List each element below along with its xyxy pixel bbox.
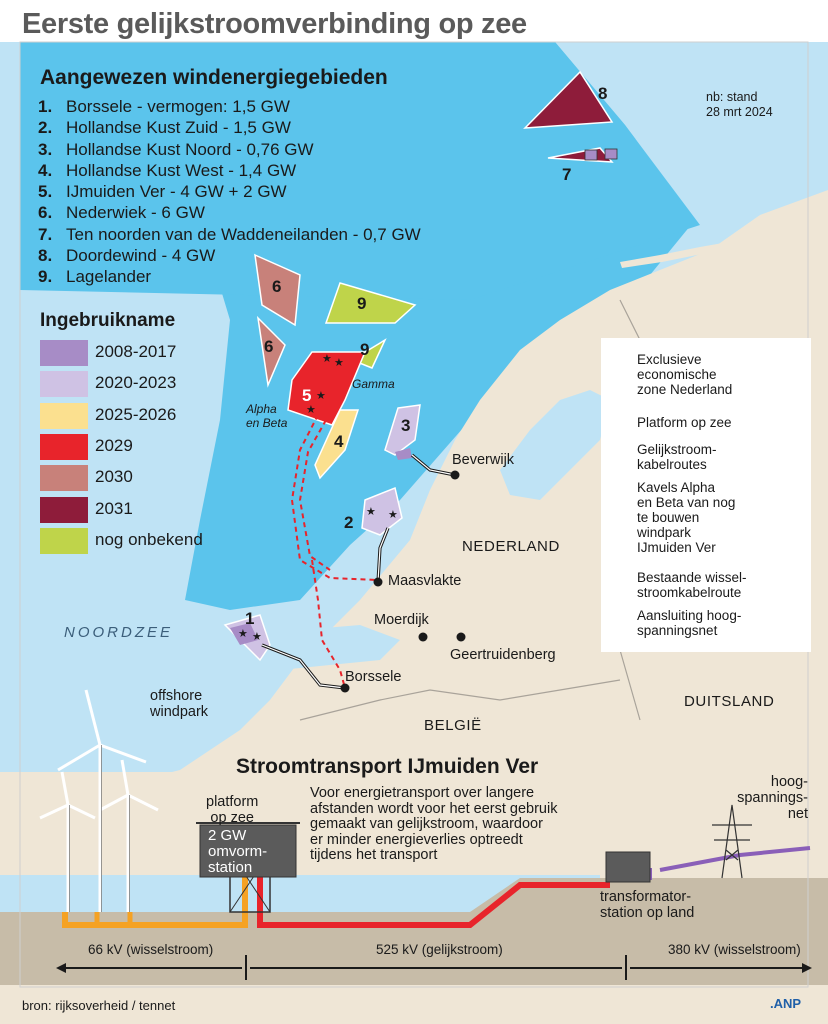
country-netherlands: NEDERLAND <box>462 538 560 555</box>
transport-heading: Stroomtransport IJmuiden Ver <box>236 755 539 778</box>
area-item <box>38 160 421 181</box>
svg-text:★: ★ <box>334 356 344 369</box>
label-converter-station: 2 GW omvorm- station <box>208 827 268 876</box>
legend-label: 2029 <box>95 435 133 455</box>
legend-label: 2031 <box>95 498 133 518</box>
date-note-line1: nb: stand <box>706 90 758 104</box>
zone-label-1: 1 <box>245 609 255 628</box>
area-item <box>38 202 421 223</box>
area-item-number: 7. <box>38 224 53 244</box>
legend-label: 2008-2017 <box>95 342 177 361</box>
area-item-number: 3. <box>38 139 53 159</box>
area-item-number: 6. <box>38 203 53 223</box>
areas-heading: Aangewezen windenergiegebieden <box>40 66 388 89</box>
svg-text:★: ★ <box>316 389 326 402</box>
distance-dc: 525 kV (gelijkstroom) <box>376 942 503 957</box>
legend-label: 2025-2026 <box>95 404 177 424</box>
key-eez: Exclusieve economische zone Nederland <box>637 352 733 397</box>
agency-logo: .ANP <box>770 996 802 1011</box>
legend-swatch <box>40 403 88 429</box>
area-item-label: Nederwiek - 6 GW <box>66 203 205 223</box>
label-offshore-platform: platform op zee <box>206 794 259 826</box>
zone-label-6a: 6 <box>272 277 282 296</box>
area-item-label: Hollandse Kust Noord - 0,76 GW <box>66 139 314 159</box>
source-credit: bron: rijksoverheid / tennet <box>22 998 176 1013</box>
label-hv-grid: hoog- spannings- net <box>737 774 808 822</box>
area-item-label: Hollandse Kust West - 1,4 GW <box>66 160 297 180</box>
legend-label: 2020-2023 <box>95 373 177 393</box>
key-plot-number: 5 <box>623 486 630 498</box>
key-ac-routes: Bestaande wissel- stroomkabelroute <box>637 570 747 600</box>
legend-label: 2030 <box>95 467 133 487</box>
area-item-label: Doordewind - 4 GW <box>66 246 216 266</box>
label-gamma: Gamma <box>352 377 395 391</box>
country-germany: DUITSLAND <box>684 693 775 710</box>
area-item-number: 5. <box>38 182 53 202</box>
zone-label-9b: 9 <box>360 340 370 359</box>
label-alpha-beta: Alpha en Beta <box>246 402 288 430</box>
area-item <box>38 96 421 117</box>
key-plots: Kavels Alpha en Beta van nog te bouwen windpark IJmuiden Ver <box>637 480 736 555</box>
area-item-label: Ten noorden van de Waddeneilanden - 0,7 GW <box>66 224 421 244</box>
date-note-line2: 28 mrt 2024 <box>706 105 773 119</box>
zone-label-7: 7 <box>562 165 572 184</box>
zone-label-6b: 6 <box>264 337 274 356</box>
sea-name: NOORDZEE <box>64 624 174 641</box>
zone-7-existing-b <box>605 149 617 159</box>
area-item <box>38 224 421 245</box>
legend-swatch <box>40 497 88 523</box>
legend-swatch <box>40 528 88 554</box>
area-item-number: 9. <box>38 267 53 287</box>
area-item <box>38 266 421 287</box>
zone-label-8: 8 <box>598 84 608 103</box>
area-item-label: Hollandse Kust Zuid - 1,5 GW <box>66 118 291 138</box>
svg-text:★: ★ <box>238 627 248 640</box>
distance-ac-onshore: 380 kV (wisselstroom) <box>668 942 801 957</box>
map-key <box>601 338 811 652</box>
area-item <box>38 117 421 138</box>
area-item-number: 1. <box>38 97 53 116</box>
commissioning-heading: Ingebruikname <box>40 310 176 331</box>
distance-ac-offshore: 66 kV (wisselstroom) <box>88 942 214 957</box>
area-item-number: 8. <box>38 246 53 266</box>
place-borssele: Borssele <box>345 669 402 685</box>
area-item <box>38 139 421 160</box>
place-geertruidenberg: Geertruidenberg <box>450 647 556 663</box>
label-offshore-windpark: offshore windpark <box>150 688 209 720</box>
legend-swatch <box>40 340 88 366</box>
zone-label-5: 5 <box>302 386 312 405</box>
date-note <box>706 90 773 120</box>
area-item-label: Lagelander <box>66 267 152 287</box>
svg-text:★: ★ <box>322 352 332 365</box>
page-title: Eerste gelijkstroomverbinding op zee <box>22 8 527 40</box>
svg-text:★: ★ <box>252 630 262 643</box>
area-item-number: 2. <box>38 118 53 138</box>
land-transformer-station <box>606 852 650 882</box>
svg-text:★: ★ <box>388 508 398 521</box>
svg-text:★: ★ <box>366 505 376 518</box>
zone-label-3: 3 <box>401 416 411 435</box>
key-platform: Platform op zee <box>637 415 732 430</box>
area-item <box>38 245 421 266</box>
zone-label-2: 2 <box>344 513 354 532</box>
area-item <box>38 181 421 202</box>
transport-description: Voor energietransport over langere afstanden wordt voor het eerst gebruik gemaakt van gelijkstroom, waardoor er minder energieverlies optreedt tijdens het transport <box>310 785 558 863</box>
zone-7-existing-a <box>585 150 597 160</box>
area-item-number: 4. <box>38 160 53 180</box>
place-maasvlakte: Maasvlakte <box>388 573 462 589</box>
place-moerdijk: Moerdijk <box>374 612 429 628</box>
area-item-label: IJmuiden Ver - 4 GW + 2 GW <box>66 182 287 202</box>
area-item-label: Borssele - vermogen: 1,5 GW <box>66 97 290 116</box>
key-hv: Aansluiting hoog- spanningsnet <box>637 608 742 638</box>
legend-swatch <box>40 465 88 491</box>
place-beverwijk: Beverwijk <box>452 452 515 468</box>
svg-text:★: ★ <box>306 403 316 416</box>
country-belgium: BELGIË <box>424 717 482 734</box>
area-list <box>38 96 421 288</box>
zone-label-9a: 9 <box>357 294 367 313</box>
legend-label: nog onbekend <box>95 529 203 549</box>
legend-swatch <box>40 434 88 460</box>
legend-swatch <box>40 371 88 397</box>
zone-label-4: 4 <box>334 432 344 451</box>
label-land-station: transformator- station op land <box>600 889 695 921</box>
key-dc-routes: Gelijkstroom- kabelroutes <box>637 442 717 472</box>
